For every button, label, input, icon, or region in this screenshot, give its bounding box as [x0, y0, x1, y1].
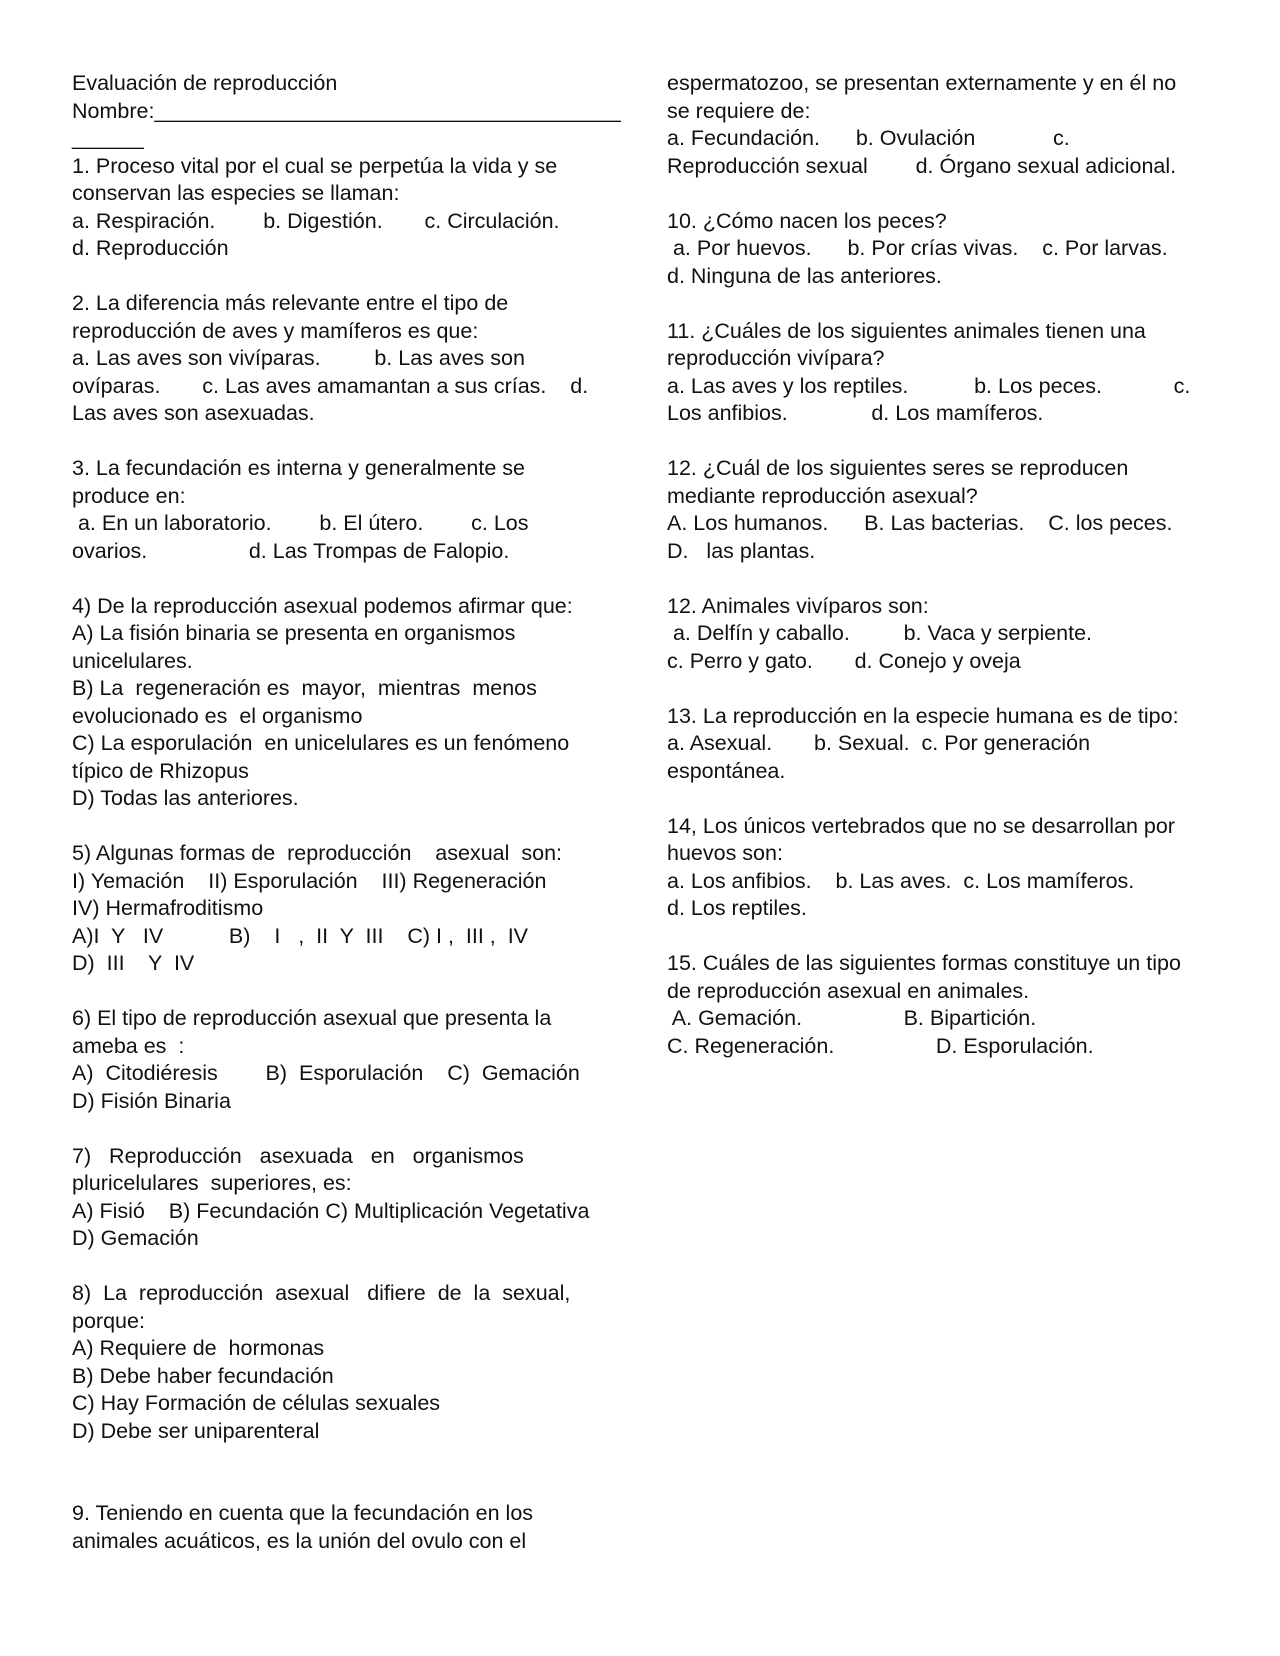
answer-options: a. Respiración. b. Digestión. c. Circulación. [72, 208, 560, 233]
answer-options: D) Fisión Binaria [72, 1088, 231, 1113]
answer-options: a. En un laboratorio. b. El útero. c. Los [72, 511, 529, 535]
question-text: 12. ¿Cuál de los siguientes seres se reproducen [667, 456, 1129, 480]
question-text: espermatozoo, se presentan externamente y en él no [667, 71, 1177, 95]
answer-options: d. Ninguna de las anteriores. [667, 263, 942, 288]
question-15 [667, 950, 1227, 1060]
question-8 [72, 1280, 630, 1445]
answer-options: Los anfibios. d. Los mamíferos. [667, 401, 1044, 425]
question-5 [72, 840, 630, 978]
question-text: huevos son: [667, 841, 783, 865]
answer-options: Reproducción sexual d. Órgano sexual adicional. [667, 153, 1177, 178]
name-field-line: Nombre:_______________________________________ [72, 98, 621, 123]
question-4 [72, 593, 630, 813]
question-text: animales acuáticos, es la unión del ovulo con el [72, 1528, 527, 1553]
question-text: 15. Cuáles de las siguientes formas constituye un tipo [667, 951, 1181, 975]
question-text: 11. ¿Cuáles de los siguientes animales tienen una [667, 318, 1146, 343]
answer-options: C) La esporulación en unicelulares es un fenómeno [72, 731, 570, 755]
question-text: produce en: [72, 483, 186, 508]
answer-options: A) Fisió B) Fecundación C) Multiplicación Vegetativa [72, 1198, 590, 1223]
answer-options: d. Los reptiles. [667, 896, 807, 920]
question-text: ameba es : [72, 1033, 185, 1058]
question-text: conservan las especies se llaman: [72, 181, 400, 205]
question-14 [667, 813, 1227, 923]
question-text: 8) La reproducción asexual difiere de la sexual, [72, 1281, 571, 1305]
question-text: 10. ¿Cómo nacen los peces? [667, 208, 947, 233]
answer-options: d. Reproducción [72, 236, 229, 260]
question-text: 13. La reproducción en la especie humana es de tipo: [667, 703, 1179, 728]
answer-options: unicelulares. [72, 648, 193, 673]
question-text: de reproducción asexual en animales. [667, 978, 1030, 1003]
question-text: 3. La fecundación es interna y generalmente se [72, 456, 525, 480]
question-12-asexual [667, 455, 1227, 565]
answer-options: ovarios. d. Las Trompas de Falopio. [72, 538, 510, 563]
answer-options: evolucionado es el organismo [72, 703, 363, 728]
answer-options: ovíparas. c. Las aves amamantan a sus crías. d. [72, 373, 589, 398]
answer-options: a. Por huevos. b. Por crías vivas. c. Por larvas. [667, 236, 1168, 260]
question-text: 14, Los únicos vertebrados que no se desarrollan por [667, 813, 1175, 838]
answer-options: C) Hay Formación de células sexuales [72, 1391, 441, 1415]
answer-options: A. Los humanos. B. Las bacterias. C. los peces. [667, 511, 1173, 535]
question-text: 6) El tipo de reproducción asexual que presenta la [72, 1006, 552, 1030]
answer-options: espontánea. [667, 758, 786, 783]
question-12-viviparous [667, 593, 1227, 676]
question-text: pluricelulares superiores, es: [72, 1171, 352, 1195]
answer-options: D) Gemación [72, 1226, 199, 1250]
answer-options: a. Los anfibios. b. Las aves. c. Los mamíferos. [667, 868, 1135, 893]
question-6 [72, 1005, 630, 1115]
question-text: 5) Algunas formas de reproducción asexual son: [72, 841, 562, 865]
question-text: 7) Reproducción asexuada en organismos [72, 1143, 524, 1168]
answer-options: A) Requiere de hormonas [72, 1336, 325, 1360]
answer-options: A. Gemación. B. Bipartición. [667, 1006, 1037, 1030]
answer-options: D) Todas las anteriores. [72, 786, 299, 810]
answer-options: D) III Y IV [72, 951, 195, 975]
answer-options: A)I Y IV B) I , II Y III C) I , III , IV [72, 923, 529, 948]
answer-options: B) La regeneración es mayor, mientras menos [72, 676, 537, 700]
left-column [72, 70, 630, 1555]
question-text: 2. La diferencia más relevante entre el tipo de [72, 291, 509, 315]
question-1 [72, 153, 630, 263]
question-text: 4) De la reproducción asexual podemos afirmar que: [72, 593, 573, 618]
exam-title: Evaluación de reproducción [72, 71, 338, 95]
answer-options: Las aves son asexuadas. [72, 401, 315, 425]
answer-options: típico de Rhizopus [72, 758, 249, 783]
answer-options: A) Citodiéresis B) Esporulación C) Gemación [72, 1061, 580, 1085]
answer-options: I) Yemación II) Esporulación III) Regeneración [72, 868, 547, 893]
answer-options: a. Las aves y los reptiles. b. Los peces. c. [667, 373, 1191, 398]
question-9-continued [667, 70, 1227, 180]
answer-options: C. Regeneración. D. Esporulación. [667, 1033, 1094, 1058]
question-11 [667, 318, 1227, 428]
question-10 [667, 208, 1227, 291]
question-text: mediante reproducción asexual? [667, 483, 978, 508]
question-7 [72, 1143, 630, 1253]
question-3 [72, 455, 630, 565]
question-13 [667, 703, 1227, 786]
answer-options: D. las plantas. [667, 538, 816, 563]
question-9-start [72, 1500, 630, 1555]
answer-options: a. Asexual. b. Sexual. c. Por generación [667, 731, 1091, 755]
question-text: 9. Teniendo en cuenta que la fecundación en los [72, 1501, 534, 1525]
answer-options: c. Perro y gato. d. Conejo y oveja [667, 648, 1021, 673]
question-text: reproducción de aves y mamíferos es que: [72, 318, 479, 343]
right-column [667, 70, 1227, 1060]
answer-options: B) Debe haber fecundación [72, 1363, 334, 1388]
question-text: 1. Proceso vital por el cual se perpetúa la vida y se [72, 153, 558, 178]
answer-options: a. Fecundación. b. Ovulación c. [667, 126, 1070, 150]
answer-options: D) Debe ser uniparenteral [72, 1418, 320, 1443]
name-field-line-continued: ______ [72, 126, 144, 150]
answer-options: a. Las aves son vivíparas. b. Las aves son [72, 346, 525, 370]
answer-options: IV) Hermafroditismo [72, 896, 264, 920]
answer-options: A) La fisión binaria se presenta en organismos [72, 621, 516, 645]
question-2 [72, 290, 630, 428]
question-text: reproducción vivípara? [667, 346, 885, 370]
answer-options: a. Delfín y caballo. b. Vaca y serpiente. [667, 621, 1093, 645]
question-text: se requiere de: [667, 98, 811, 123]
question-text: porque: [72, 1308, 145, 1333]
question-text: 12. Animales vivíparos son: [667, 593, 929, 618]
